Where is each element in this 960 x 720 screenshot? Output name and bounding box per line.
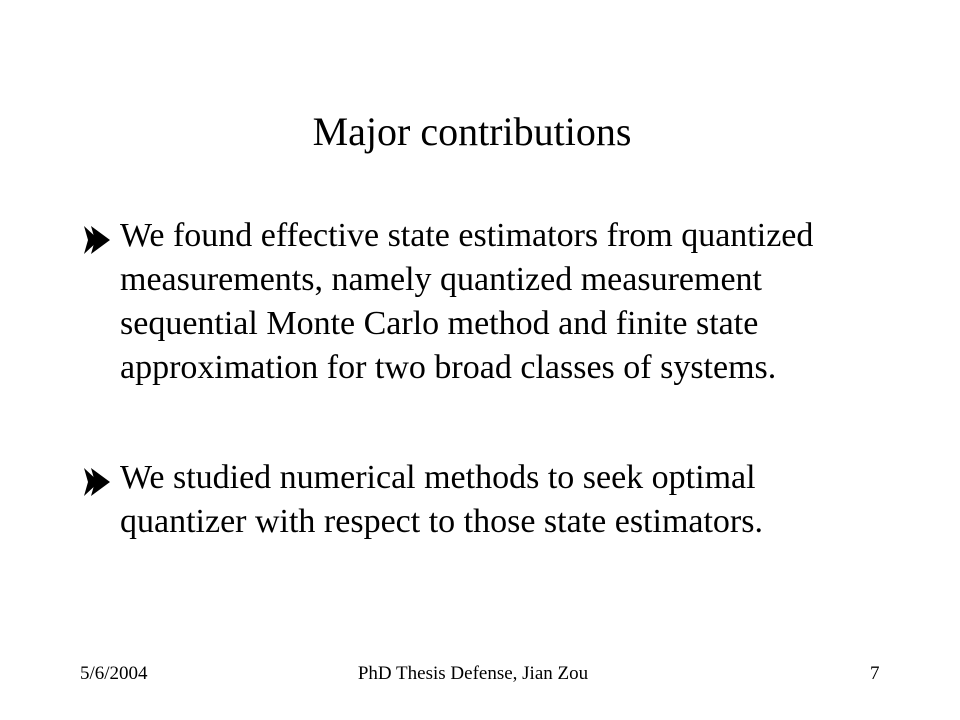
bullet-text: We found effective state estimators from quantized measurements, namely quantized measurement sequential Monte Carlo method and finite state approximation for two broad classes of systems.: [120, 217, 814, 386]
footer-title: PhD Thesis Defense, Jian Zou: [357, 663, 589, 684]
bullet-item: [82, 214, 882, 390]
slide-title: Major contributions: [312, 109, 632, 154]
page-number: 7: [870, 663, 880, 684]
bullet-text: We studied numerical methods to seek optimal quantizer with respect to those state estimators.: [120, 459, 763, 540]
arrow-bullet-icon: [82, 220, 112, 260]
arrow-bullet-icon: [82, 462, 112, 502]
footer-date: 5/6/2004: [80, 663, 148, 684]
bullet-item: [82, 456, 882, 544]
